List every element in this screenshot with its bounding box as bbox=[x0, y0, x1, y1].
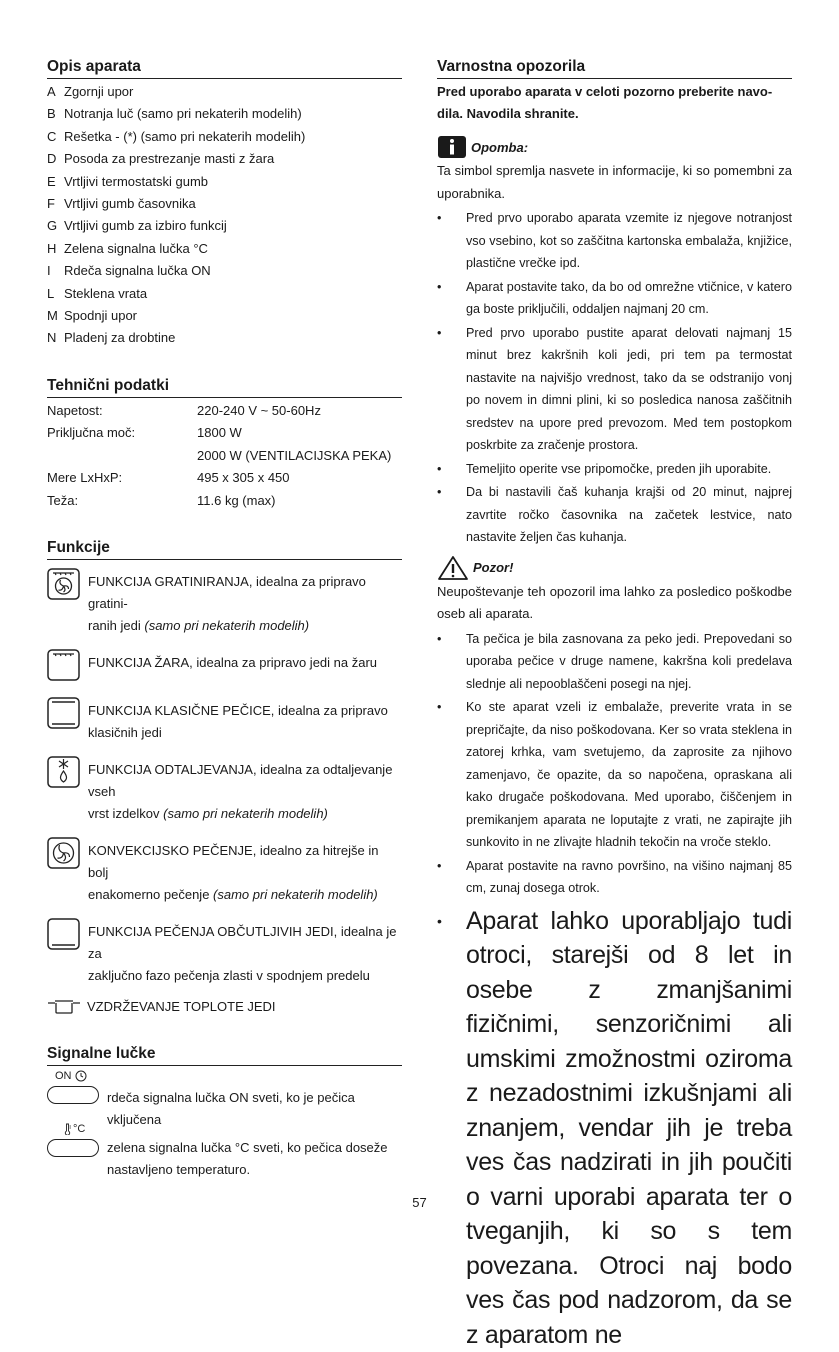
tech-title: Tehnični podatki bbox=[47, 375, 402, 398]
note-text: Ta simbol spremlja nasvete in informacije, ki so pomembni za uporabnika. bbox=[437, 160, 792, 205]
function-item bbox=[47, 921, 402, 987]
keep-warm-text: VZDRŽEVANJE TOPLOTE JEDI bbox=[87, 996, 276, 1018]
list-item: A Zgornji upor bbox=[47, 81, 402, 103]
function-text: KONVEKCIJSKO PEČENJE, idealno za hitrejše in bolj enakomerno pečenje (samo pri nekaterih modelih) bbox=[88, 840, 398, 906]
list-item: • Aparat lahko uporabljajo tudi otroci, starejši od 8 let in osebe z zmanjšanimi fizičnimi, senzoričnimi ali umskimi zmožnostmi oziroma z nezadostnimi izkušnjami ali znanjem, vendar jih je treba ves čas nadzirati in jih poučiti o varni uporabi aparata ter o tveganjih, ki so s tem povezana. Otroci naj bodo ves čas pod nadzorom, da se z aparatom ne bbox=[437, 904, 792, 1352]
right-column bbox=[437, 56, 792, 1352]
list-item: • Temeljito operite vse pripomočke, preden jih uporabite. bbox=[437, 458, 792, 481]
list-item: I Rdeča signalna lučka ON bbox=[47, 260, 402, 282]
list-item: • Aparat postavite tako, da bo od omrežne vtičnice, v katero ga boste priključili, oddaljen najmanj 20 cm. bbox=[437, 276, 792, 321]
function-item bbox=[47, 700, 402, 744]
safety-title: Varnostna opozorila bbox=[437, 56, 792, 79]
green-light-row: zelena signalna lučka °C sveti, ko pečica doseže nastavljeno temperaturo. bbox=[47, 1137, 402, 1181]
list-item: • Pred prvo uporabo pustite aparat delovati najmanj 15 minut brez kakršnih koli jedi, pri tem pa termostat nastavite na najvišjo vrednost, tako da se odstranijo vonj po novem in dimni plini, ki so posledica nanosa zaščitnih sredstev na upore pred prevozom. Med tem postopkom poskrbite za zračenje prostora. bbox=[437, 322, 792, 457]
list-item: • Ta pečica je bila zasnovana za peko jedi. Prepovedani so uporaba pečice v druge namene, kakršna koli predelava slednje ali nepooblaščeni posegi na njej. bbox=[437, 628, 792, 696]
list-item: • Aparat postavite na ravno površino, na višino najmanj 85 cm, zunaj dosega otrok. bbox=[437, 855, 792, 900]
function-text: FUNKCIJA ODTALJEVANJA, idealna za odtaljevanje vseh vrst izdelkov (samo pri nekaterih modelih) bbox=[88, 759, 398, 825]
list-item: L Steklena vrata bbox=[47, 283, 402, 305]
grill-icon bbox=[47, 649, 80, 681]
green-light-text: zelena signalna lučka °C sveti, ko pečica doseže bbox=[107, 1137, 388, 1159]
table-row: Priključna moč: 1800 W bbox=[47, 422, 402, 444]
functions-list bbox=[47, 571, 402, 1018]
on-label: ON bbox=[55, 1070, 72, 1083]
info-icon bbox=[437, 135, 467, 159]
table-row: 2000 W (VENTILACIJSKA PEKA) bbox=[47, 445, 402, 467]
list-item: • Pred prvo uporabo aparata vzemite iz njegove notranjost vso vsebino, kot so zaščitna kartonska embalaža, knjižice, plastične vrečke ipd. bbox=[437, 207, 792, 275]
defrost-icon bbox=[47, 756, 80, 788]
function-text: FUNKCIJA KLASIČNE PEČICE, idealna za pripravo klasičnih jedi bbox=[88, 700, 398, 744]
function-text: FUNKCIJA ŽARA, idealna za pripravo jedi na žaru bbox=[88, 652, 398, 674]
temp-label: °C bbox=[73, 1123, 85, 1136]
function-item bbox=[47, 652, 402, 681]
table-row: Teža: 11.6 kg (max) bbox=[47, 490, 402, 512]
grill-fan-icon bbox=[47, 568, 80, 600]
function-text: FUNKCIJA GRATINIRANJA, idealna za pripravo gratini- ranih jedi (samo pri nekaterih modelih) bbox=[88, 571, 398, 637]
red-light-text: rdeča signalna lučka ON sveti, ko je pečica vključena bbox=[107, 1087, 402, 1131]
signal-lights bbox=[47, 1070, 402, 1181]
pot-icon bbox=[47, 999, 81, 1015]
function-text: FUNKCIJA PEČENJA OBČUTLJIVIH JEDI, idealna je za zaključno fazo pečenja zlasti v spodnjem predelu bbox=[88, 921, 398, 987]
green-signal-light bbox=[47, 1139, 99, 1157]
table-row: Mere LxHxP: 495 x 305 x 450 bbox=[47, 467, 402, 489]
note-label: Opomba: bbox=[471, 140, 528, 155]
thermometer-icon bbox=[63, 1123, 72, 1135]
list-item: E Vrtljivi termostatski gumb bbox=[47, 171, 402, 193]
list-item: G Vrtljivi gumb za izbiro funkcij bbox=[47, 215, 402, 237]
note-heading bbox=[437, 134, 792, 160]
conventional-icon bbox=[47, 697, 80, 729]
funkcije-title: Funkcije bbox=[47, 537, 402, 560]
list-item: C Rešetka - (*) (samo pri nekaterih modelih) bbox=[47, 126, 402, 148]
tech-table bbox=[47, 400, 402, 512]
list-item: D Posoda za prestrezanje masti z žara bbox=[47, 148, 402, 170]
parts-list bbox=[47, 81, 402, 350]
list-item: M Spodnji upor bbox=[47, 305, 402, 327]
function-item bbox=[47, 759, 402, 825]
signal-title: Signalne lučke bbox=[47, 1043, 402, 1066]
red-signal-light bbox=[47, 1086, 99, 1104]
function-item bbox=[47, 996, 402, 1018]
warning-bullets bbox=[437, 628, 792, 900]
clock-icon bbox=[75, 1070, 87, 1082]
warning-label: Pozor! bbox=[473, 560, 513, 575]
list-item: B Notranja luč (samo pri nekaterih modelih) bbox=[47, 103, 402, 125]
list-item: H Zelena signalna lučka °C bbox=[47, 238, 402, 260]
list-item: F Vrtljivi gumb časovnika bbox=[47, 193, 402, 215]
function-item bbox=[47, 571, 402, 637]
list-item: • Ko ste aparat vzeli iz embalaže, preverite vrata in se prepričajte, da niso poškodovana. Ker so vrata steklena in zatorej krhka, vam svetujemo, da zaprosite za njihovo zamenjavo, če opazite, da so napočena, opraskana ali kako drugače poškodovana. Med uporabo, čiščenjem in premikanjem aparata ne loputajte z vrati, ne zapirajte jih sunkovito in ne zlivajte hladnih tekočin na vroče steklo. bbox=[437, 696, 792, 854]
fan-icon bbox=[47, 837, 80, 869]
list-item: N Pladenj za drobtine bbox=[47, 327, 402, 349]
warning-text: Neupoštevanje teh opozoril ima lahko za posledico poškodbe oseb ali aparata. bbox=[437, 581, 792, 626]
list-item: • Da bi nastavili čaš kuhanja krajši od 20 minut, najprej zavrtite ročko časovnika na začetek lestvice, nato nastavite željen čas kuhanja. bbox=[437, 481, 792, 549]
warning-heading bbox=[437, 555, 792, 581]
function-item bbox=[47, 840, 402, 906]
bottom-heat-icon bbox=[47, 918, 80, 950]
safety-intro: Pred uporabo aparata v celoti pozorno preberite navo- dila. Navodila shranite. bbox=[437, 81, 792, 125]
note-bullets bbox=[437, 207, 792, 549]
opis-title: Opis aparata bbox=[47, 56, 402, 79]
page-number: 57 bbox=[0, 1195, 839, 1210]
table-row: Napetost: 220-240 V ~ 50-60Hz bbox=[47, 400, 402, 422]
left-column bbox=[47, 56, 402, 1181]
warning-icon bbox=[437, 555, 469, 581]
children-warning bbox=[437, 904, 792, 1352]
